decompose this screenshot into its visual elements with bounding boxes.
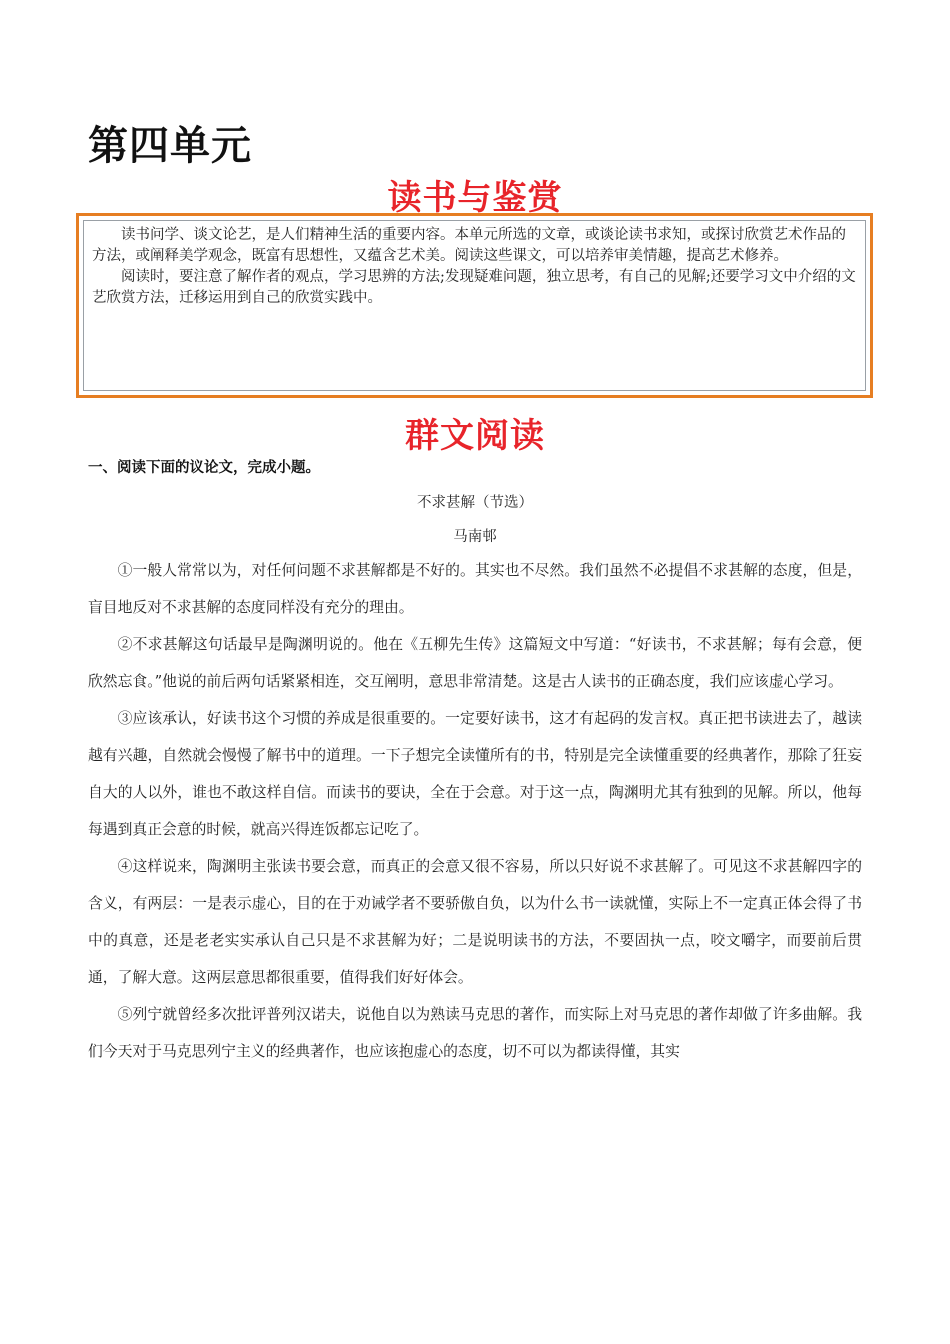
section-heading-reading-appreciation: 读书与鉴赏: [387, 178, 563, 218]
article-paragraph: ①一般人常常以为，对任何问题不求甚解都是不好的。其实也不尽然。我们虽然不必提倡不求甚解的态度，但是，盲目地反对不求甚解的态度同样没有充分的理由。: [88, 562, 862, 616]
article-title: 不求甚解（节选）: [417, 495, 533, 511]
unit-intro-box: [76, 213, 873, 398]
section-heading-group-reading: 群文阅读: [405, 416, 545, 456]
article-author: 马南邨: [453, 529, 497, 545]
intro-paragraph: 读书问学、谈文论艺，是人们精神生活的重要内容。本单元所选的文章，或谈论读书求知，或探讨欣赏艺术作品的方法，或阐释美学观念，既富有思想性，又蕴含艺术美。阅读这些课文，可以培养审美情趣，提高艺术修养。: [92, 227, 846, 264]
unit-title: 第四单元: [88, 122, 252, 169]
article-paragraph: ⑤列宁就曾经多次批评普列汉诺夫，说他自以为熟读马克思的著作，而实际上对马克思的著作却做了许多曲解。我们今天对于马克思列宁主义的经典著作，也应该抱虚心的态度，切不可以为都读得懂，其实: [88, 1006, 862, 1060]
article-paragraph: ③应该承认，好读书这个习惯的养成是很重要的。一定要好读书，这才有起码的发言权。真正把书读进去了，越读越有兴趣，自然就会慢慢了解书中的道理。一下子想完全读懂所有的书，特别是完全读懂重要的经典著作，那除了狂妄自大的人以外，谁也不敢这样自信。而读书的要诀，全在于会意。对于这一点，陶渊明尤其有独到的见解。所以，他每每遇到真正会意的时候，就高兴得连饭都忘记吃了。: [88, 710, 862, 838]
intro-paragraph: 阅读时，要注意了解作者的观点，学习思辨的方法;发现疑难问题，独立思考，有自己的见解;还要学习文中介绍的文艺欣赏方法，迁移运用到自己的欣赏实践中。: [92, 269, 856, 306]
article-body: [88, 552, 862, 1070]
article-paragraph: ④这样说来，陶渊明主张读书要会意，而真正的会意又很不容易，所以只好说不求甚解了。可见这不求甚解四字的含义，有两层：一是表示虚心，目的在于劝诫学者不要骄傲自负，以为什么书一读就懂，实际上不一定真正体会得了书中的真意，还是老老实实承认自己只是不求甚解为好；二是说明读书的方法，不要固执一点，咬文嚼字，而要前后贯通，了解大意。这两层意思都很重要，值得我们好好体会。: [88, 858, 862, 986]
question-label: 一、阅读下面的议论文，完成小题。: [88, 460, 320, 476]
unit-intro-inner: [83, 220, 866, 391]
article-paragraph: ②不求甚解这句话最早是陶渊明说的。他在《五柳先生传》这篇短文中写道：“好读书，不求甚解；每有会意，便欣然忘食。”他说的前后两句话紧紧相连，交互阐明，意思非常清楚。这是古人读书的正确态度，我们应该虚心学习。: [88, 636, 862, 690]
